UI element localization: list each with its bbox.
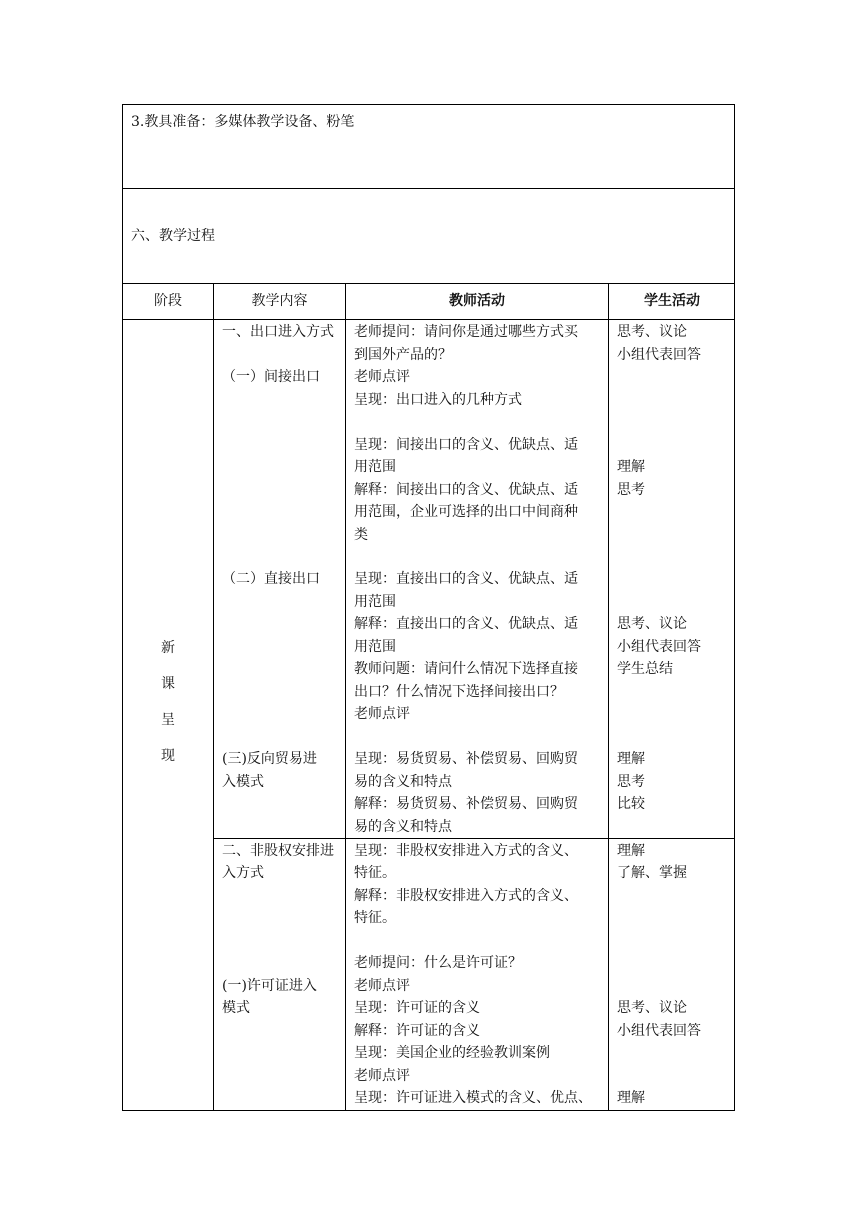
teacher-line: 易的含义和特点 <box>354 819 452 835</box>
teacher-line: 呈现：许可证进入模式的含义、优点、 <box>354 1090 592 1106</box>
teacher-line: 解释：易货贸易、补偿贸易、回购贸 <box>354 796 578 812</box>
teacher-line: 用范围，企业可选择的出口中间商种 <box>354 504 578 520</box>
stage-char: 新 <box>161 640 175 656</box>
student-line: 思考 <box>617 482 645 498</box>
content-item: （二）直接出口 <box>222 571 320 587</box>
teacher-line: 解释：直接出口的含义、优缺点、适 <box>354 616 578 632</box>
teacher-line: 易的含义和特点 <box>354 774 452 790</box>
stage-char: 课 <box>161 676 175 692</box>
stage-char: 现 <box>161 748 175 764</box>
teacher-line: 用范围 <box>354 594 396 610</box>
student-line: 思考、议论 <box>617 324 687 340</box>
header-stage: 阶段 <box>154 293 182 309</box>
student-line: 思考、议论 <box>617 616 687 632</box>
content-item: (一)许可证进入 <box>222 978 317 994</box>
prep-line: 3.教具准备：多媒体教学设备、粉笔 <box>131 114 355 130</box>
content-item: 二、非股权安排进 <box>222 843 334 859</box>
student-line: 小组代表回答 <box>617 347 701 363</box>
teacher-line: 解释：非股权安排进入方式的含义、 <box>354 888 578 904</box>
header-teacher: 教师活动 <box>449 293 505 309</box>
teacher-line: 教师问题：请问什么情况下选择直接 <box>354 661 578 677</box>
teacher-line: 老师点评 <box>354 369 410 385</box>
teacher-line: 解释：许可证的含义 <box>354 1023 480 1039</box>
section-title: 六、教学过程 <box>131 228 215 244</box>
column-divider <box>345 283 346 1111</box>
student-line: 了解、掌握 <box>617 865 687 881</box>
teacher-line: 特征。 <box>354 910 396 926</box>
teacher-line: 特征。 <box>354 865 396 881</box>
teacher-line: 老师点评 <box>354 1068 410 1084</box>
column-divider <box>213 283 214 1111</box>
student-line: 理解 <box>617 459 645 475</box>
row-divider <box>213 838 735 839</box>
student-line: 比较 <box>617 796 645 812</box>
teacher-line: 出口？什么情况下选择间接出口？ <box>354 684 564 700</box>
column-divider <box>608 283 609 1111</box>
student-line: 思考 <box>617 774 645 790</box>
teacher-line: 呈现：许可证的含义 <box>354 1000 480 1016</box>
teacher-line: 呈现：间接出口的含义、优缺点、适 <box>354 437 578 453</box>
student-line: 理解 <box>617 1090 645 1106</box>
teacher-line: 呈现：出口进入的几种方式 <box>354 392 522 408</box>
teacher-line: 类 <box>354 527 368 543</box>
row-divider <box>122 188 735 189</box>
student-line: 学生总结 <box>617 661 673 677</box>
teacher-line: 到国外产品的？ <box>354 347 452 363</box>
content-item: 一、出口进入方式 <box>222 324 334 340</box>
content-item: （一）间接出口 <box>222 369 320 385</box>
teacher-line: 老师提问：什么是许可证？ <box>354 955 522 971</box>
content-item: 模式 <box>222 1000 250 1016</box>
student-line: 理解 <box>617 751 645 767</box>
teacher-line: 老师点评 <box>354 978 410 994</box>
teacher-line: 呈现：直接出口的含义、优缺点、适 <box>354 571 578 587</box>
teacher-line: 解释：间接出口的含义、优缺点、适 <box>354 482 578 498</box>
header-student: 学生活动 <box>644 293 700 309</box>
content-item: 入方式 <box>222 865 264 881</box>
student-line: 小组代表回答 <box>617 639 701 655</box>
teacher-line: 用范围 <box>354 639 396 655</box>
content-item: (三)反向贸易进 <box>222 751 317 767</box>
header-content: 教学内容 <box>251 293 308 309</box>
teacher-line: 老师提问：请问你是通过哪些方式买 <box>354 324 578 340</box>
stage-char: 呈 <box>161 712 175 728</box>
student-line: 思考、议论 <box>617 1000 687 1016</box>
teacher-line: 呈现：非股权安排进入方式的含义、 <box>354 843 578 859</box>
student-line: 理解 <box>617 843 645 859</box>
teacher-line: 老师点评 <box>354 706 410 722</box>
teacher-line: 呈现：美国企业的经验教训案例 <box>354 1045 550 1061</box>
teacher-line: 用范围 <box>354 459 396 475</box>
student-line: 小组代表回答 <box>617 1023 701 1039</box>
teacher-line: 呈现：易货贸易、补偿贸易、回购贸 <box>354 751 578 767</box>
content-item: 入模式 <box>222 774 264 790</box>
